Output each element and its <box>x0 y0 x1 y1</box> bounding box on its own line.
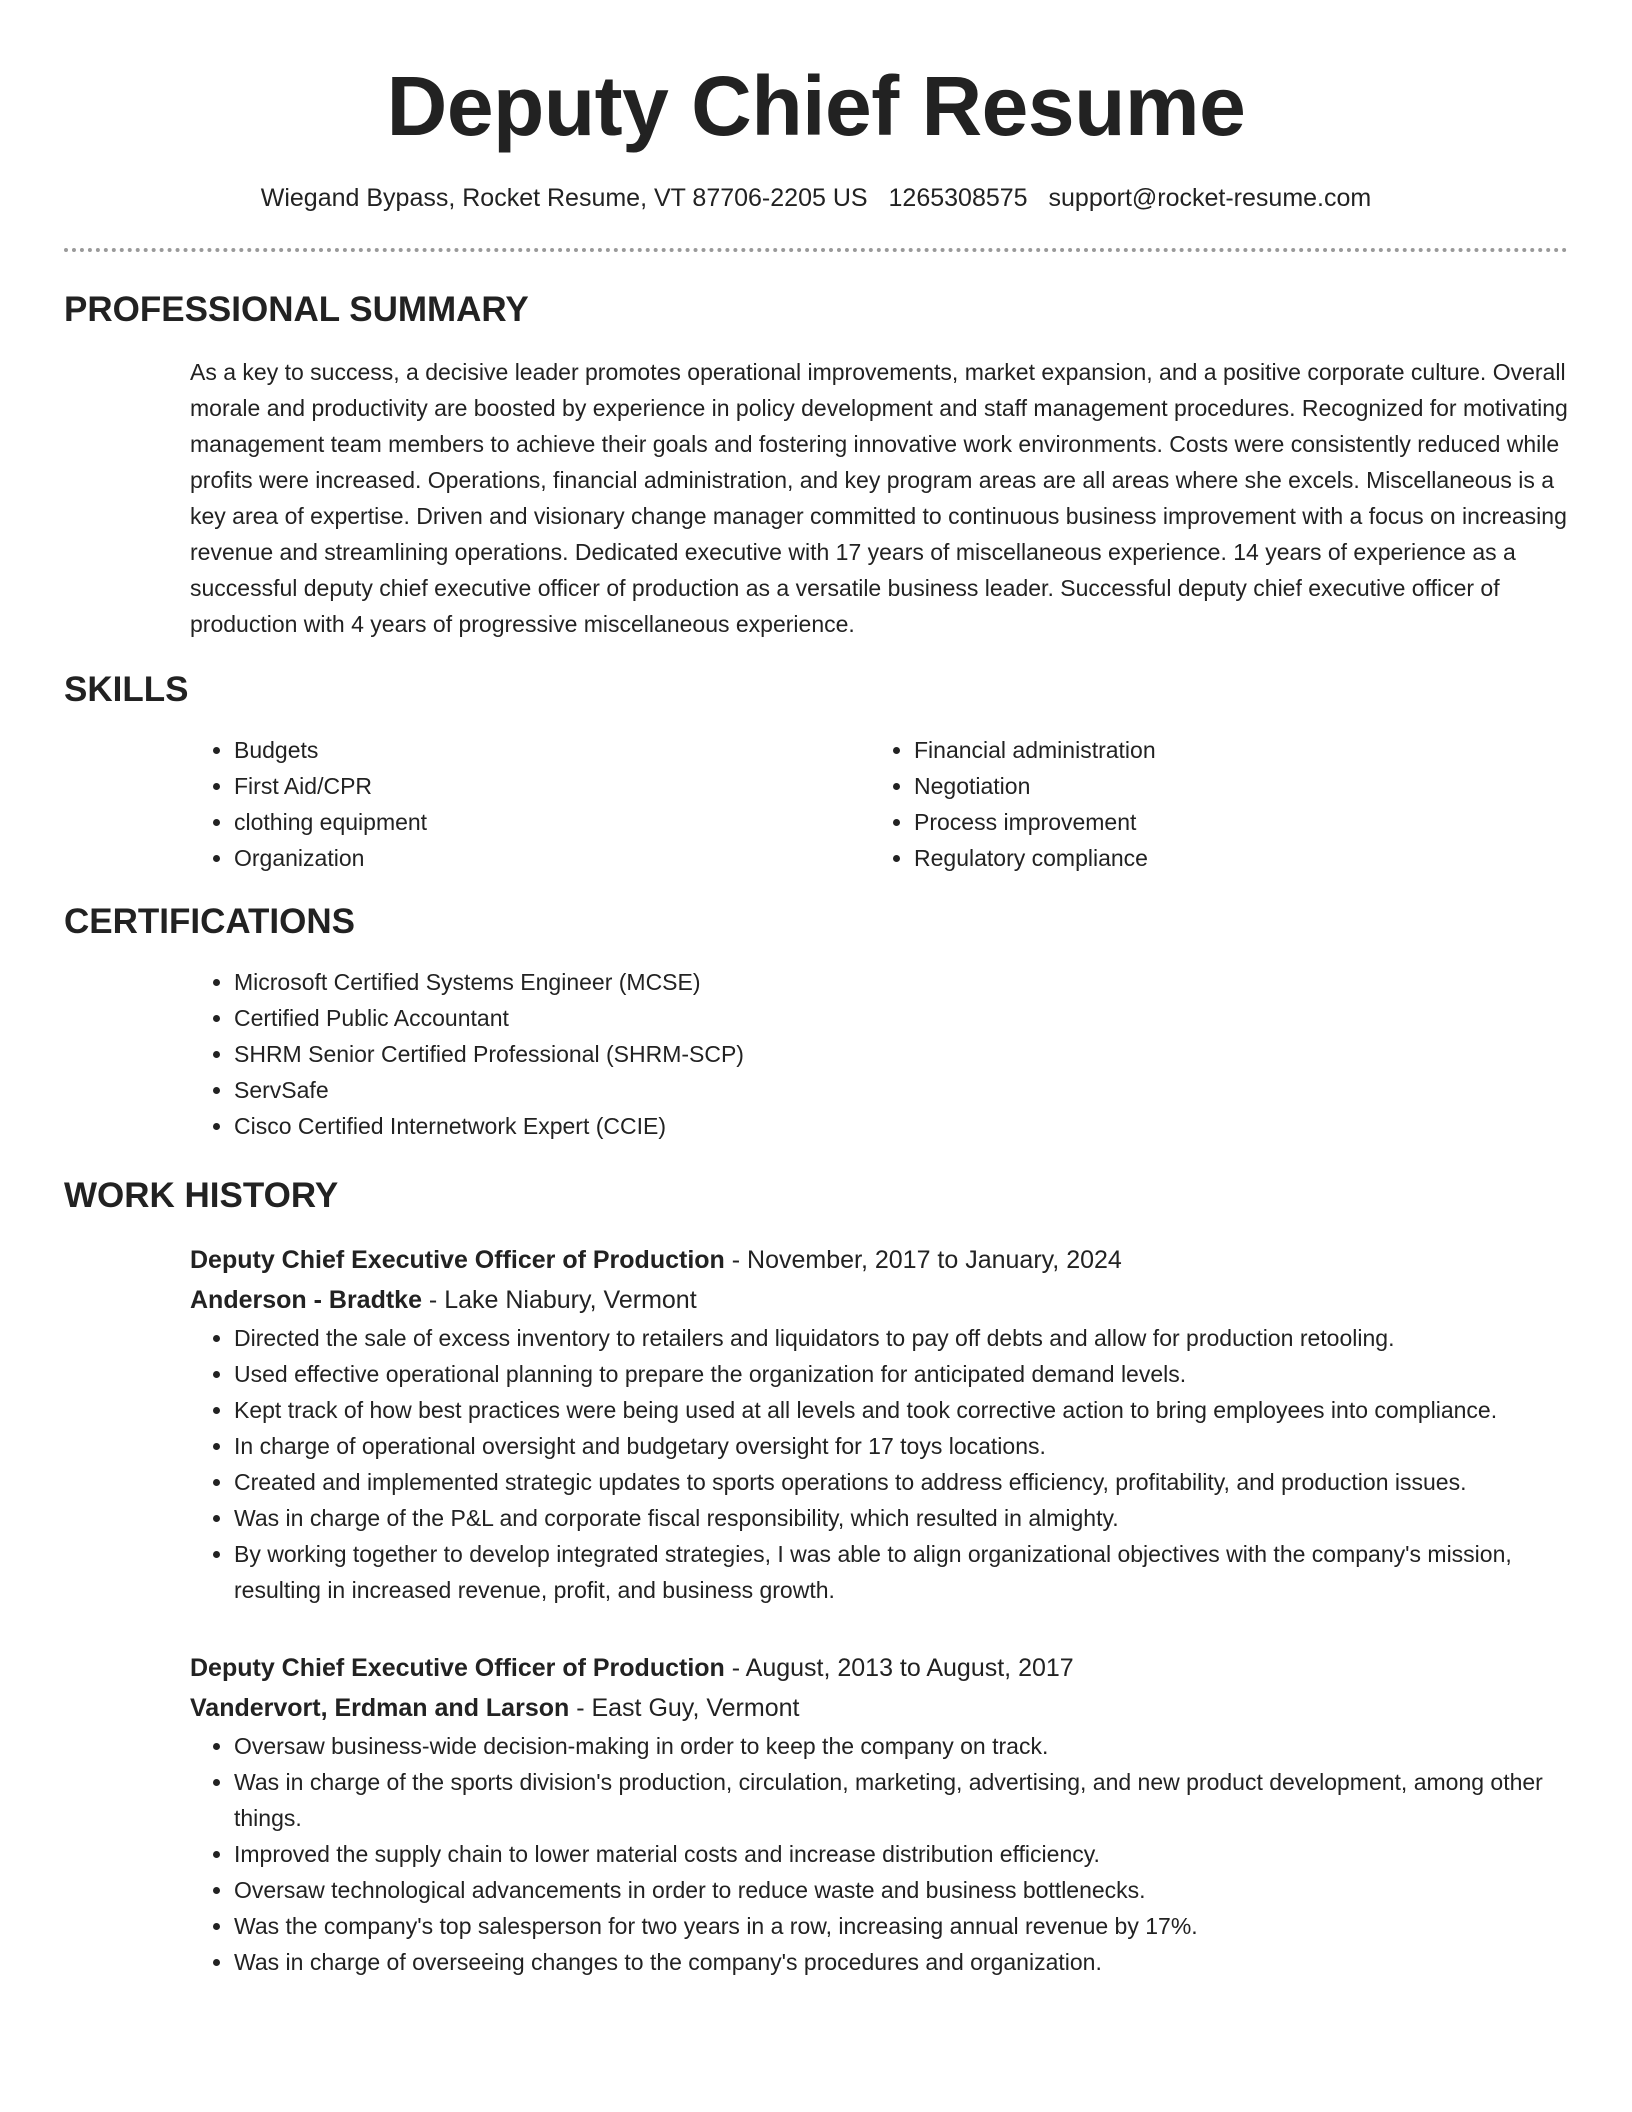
job-duty-item: • Oversaw business-wide decision-making in order to keep the company on track. <box>234 1728 1568 1764</box>
skills-column-left <box>190 732 870 876</box>
job-duty-item: • Kept track of how best practices were being used at all levels and took corrective action to bring employees into compliance. <box>234 1392 1568 1428</box>
job-role-line <box>190 1240 1568 1280</box>
job-duties <box>190 1728 1568 1980</box>
skill-item: • First Aid/CPR <box>234 768 870 804</box>
job-company-line <box>190 1280 1568 1320</box>
job-duty-item: • Used effective operational planning to prepare the organization for anticipated demand levels. <box>234 1356 1568 1392</box>
job-role-line <box>190 1648 1568 1688</box>
job-company: Vandervort, Erdman and Larson <box>190 1694 570 1722</box>
certifications-list <box>190 964 1568 1144</box>
skill-item: • Regulatory compliance <box>914 840 1550 876</box>
skill-item: • Organization <box>234 840 870 876</box>
skills-column-right <box>870 732 1550 876</box>
job-duty-item: • Oversaw technological advancements in order to reduce waste and business bottlenecks. <box>234 1872 1568 1908</box>
job-duty-item: • Created and implemented strategic updates to sports operations to address efficiency, profitability, and production issues. <box>234 1464 1568 1500</box>
certification-item: • Cisco Certified Internetwork Expert (CCIE) <box>234 1108 1568 1144</box>
summary-text: As a key to success, a decisive leader promotes operational improvements, market expansion, and a positive corporate culture. Overall morale and productivity are boosted by experience in policy development and staff management procedures. Recognized for motivating management team members to achieve their goals and fostering innovative work environments. Costs were consistently reduced while profits were increased. Operations, financial administration, and key program areas are all areas where she excels. Miscellaneous is a key area of expertise. Driven and visionary change manager committed to continuous business improvement with a focus on increasing revenue and streamlining operations. Dedicated executive with 17 years of miscellaneous experience. 14 years of experience as a successful deputy chief executive officer of production as a versatile business leader. Successful deputy chief executive officer of production with 4 years of progressive miscellaneous experience. <box>190 359 1568 637</box>
certification-item: • Microsoft Certified Systems Engineer (MCSE) <box>234 964 1568 1000</box>
skill-item: • Process improvement <box>914 804 1550 840</box>
job-duty-item: • Directed the sale of excess inventory to retailers and liquidators to pay off debts and allow for production retooling. <box>234 1320 1568 1356</box>
job-duty-item: • Was the company's top salesperson for two years in a row, increasing annual revenue by 17%. <box>234 1908 1568 1944</box>
certification-item: • SHRM Senior Certified Professional (SHRM-SCP) <box>234 1036 1568 1072</box>
contact-email[interactable]: support@rocket-resume.com <box>1048 184 1372 212</box>
job-duty-item: • Was in charge of the P&L and corporate fiscal responsibility, which resulted in almighty. <box>234 1500 1568 1536</box>
job-duty-item: • Improved the supply chain to lower material costs and increase distribution efficiency. <box>234 1836 1568 1872</box>
job-duty-item: • In charge of operational oversight and budgetary oversight for 17 toys locations. <box>234 1428 1568 1464</box>
resume-page <box>64 0 1568 1980</box>
job-entry <box>190 1648 1568 1980</box>
job-company-line <box>190 1688 1568 1728</box>
resume-title: Deputy Chief Resume <box>386 59 1246 153</box>
section-title-skills: SKILLS <box>64 670 189 709</box>
contact-phone: 1265308575 <box>888 184 1028 212</box>
contact-address: Wiegand Bypass, Rocket Resume, VT 87706-2205 US <box>260 184 868 212</box>
section-title-certifications: CERTIFICATIONS <box>64 902 356 941</box>
skills-list <box>190 732 1568 876</box>
header-divider <box>64 248 1568 252</box>
skill-item: • Financial administration <box>914 732 1550 768</box>
skill-item: • Negotiation <box>914 768 1550 804</box>
job-dates: - November, 2017 to January, 2024 <box>724 1246 1122 1274</box>
section-title-work-history: WORK HISTORY <box>64 1176 339 1215</box>
job-role: Deputy Chief Executive Officer of Production <box>190 1654 725 1682</box>
job-duty-item: • By working together to develop integrated strategies, I was able to align organizational objectives with the company's mission, resulting in increased revenue, profit, and business growth. <box>234 1536 1568 1608</box>
job-role: Deputy Chief Executive Officer of Production <box>190 1246 725 1274</box>
certification-item: • Certified Public Accountant <box>234 1000 1568 1036</box>
job-duty-item: • Was in charge of the sports division's production, circulation, marketing, advertising, and new product development, among other things. <box>234 1764 1568 1836</box>
job-duties <box>190 1320 1568 1608</box>
certification-item: • ServSafe <box>234 1072 1568 1108</box>
section-title-summary: PROFESSIONAL SUMMARY <box>64 290 529 329</box>
job-entry <box>190 1240 1568 1608</box>
job-location: - Lake Niabury, Vermont <box>421 1286 697 1314</box>
contact-line <box>64 180 1568 216</box>
job-duty-item: • Was in charge of overseeing changes to the company's procedures and organization. <box>234 1944 1568 1980</box>
job-dates: - August, 2013 to August, 2017 <box>724 1654 1074 1682</box>
job-company: Anderson - Bradtke <box>190 1286 422 1314</box>
skill-item: • Budgets <box>234 732 870 768</box>
skill-item: • clothing equipment <box>234 804 870 840</box>
job-location: - East Guy, Vermont <box>569 1694 800 1722</box>
